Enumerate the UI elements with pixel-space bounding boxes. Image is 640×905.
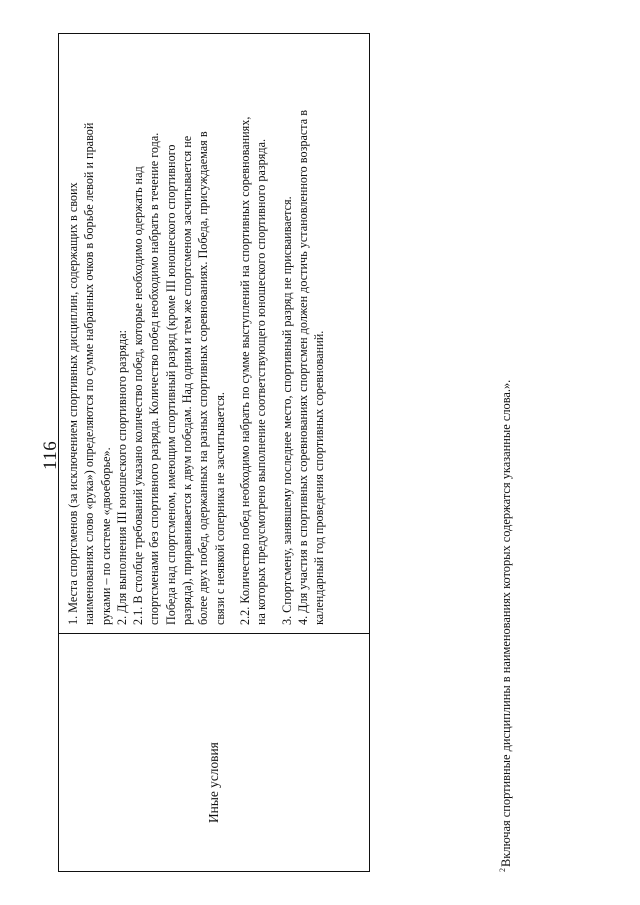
label-text: Иные условия [206, 742, 221, 823]
condition-line: календарный год проведения спортивных соревнований. [312, 330, 327, 625]
footnote [498, 380, 514, 872]
condition-line: более двух побед, одержанных на разных спортивных соревнованиях. Победа, присуждаемая в [196, 131, 211, 625]
paragraph-gap [270, 42, 279, 625]
paragraph-gap [228, 42, 237, 625]
condition-line: 2. Для выполнения III юношеского спортивного разряда: [114, 329, 129, 625]
conditions-table [58, 33, 370, 872]
condition-line: 1. Места спортсменов (за исключением спортивных дисциплин, содержащих в своих [66, 182, 80, 625]
page-number: 116 [40, 440, 61, 470]
label-cell [59, 633, 369, 871]
content-cell [59, 34, 369, 631]
condition-line: Победа над спортсменом, имеющим спортивный разряд (кроме III юношеского спортивного [163, 144, 178, 625]
footnote-text: Включая спортивные дисциплины в наименованиях которых содержатся указанные слова.». [499, 379, 513, 867]
condition-line: спортсменами без спортивного разряда. Количество побед необходимо набрать в течение года. [147, 132, 162, 625]
condition-line: 2.1. В столбце требований указано количество побед, которые необходимо одержать над [131, 166, 146, 625]
condition-line: 4. Для участия в спортивных соревнованиях спортсмен должен достичь установленного возраста в [295, 110, 310, 625]
condition-line: связи с неявкой соперника не засчитывается. [212, 392, 227, 625]
condition-line: наименованиях слово «рука») определяются по сумме набранных очков в борьбе левой и правой [82, 122, 97, 625]
condition-line: руками – по системе «двоеборье». [98, 447, 113, 625]
condition-line: на которых предусмотрено выполнение соответствующего юношеского спортивного разряда. [254, 138, 269, 625]
footnote-marker: 2 [498, 868, 507, 872]
condition-line: 2.2. Количество побед необходимо набрать по сумме выступлений на спортивных соревнованиях, [237, 116, 252, 625]
condition-line: 3. Спортсмену, занявшему последнее место, спортивный разряд не присваивается. [279, 196, 294, 625]
condition-line: разряда), приравнивается к двум победам. Над одним и тем же спортсменом засчитывается не [180, 135, 195, 625]
